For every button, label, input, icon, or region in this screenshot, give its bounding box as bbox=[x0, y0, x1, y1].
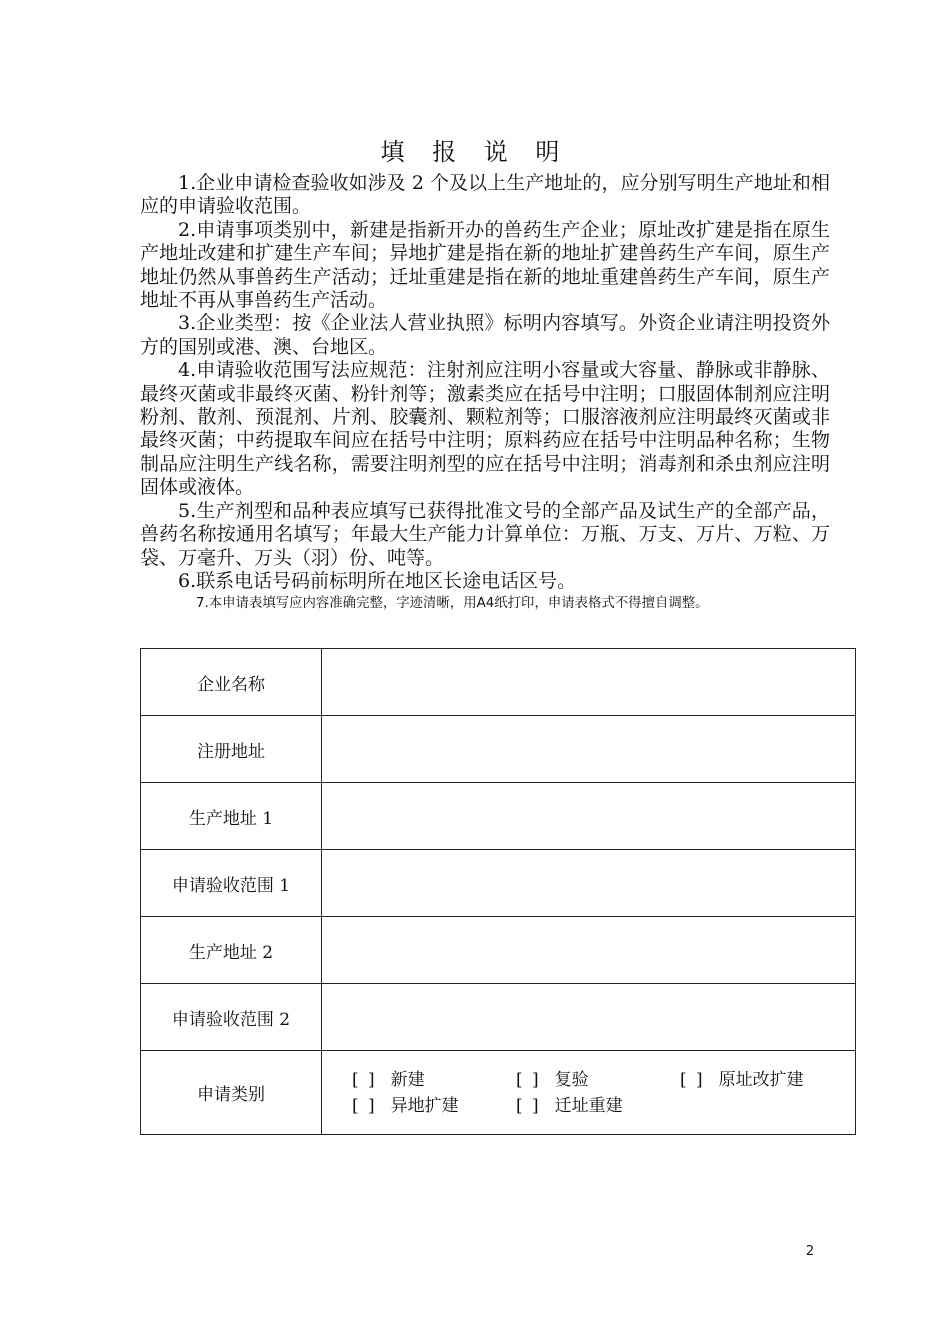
option-label: 新建 bbox=[390, 1069, 425, 1090]
option-new-build[interactable] bbox=[352, 1067, 516, 1093]
category-options bbox=[322, 1067, 855, 1119]
form-row-category bbox=[141, 1051, 856, 1135]
options-row-2 bbox=[352, 1093, 855, 1119]
instruction-3: 3.企业类型：按《企业法人营业执照》标明内容填写。外资企业请注明投资外方的国别或港、澳、台地区。 bbox=[140, 312, 830, 358]
instruction-5: 5.生产剂型和品种表应填写已获得批准文号的全部产品及试生产的全部产品，兽药名称按通用名填写；年最大生产能力计算单位：万瓶、万支、万片、万粒、万袋、万毫升、万头（羽）份、吨等。 bbox=[140, 499, 830, 569]
instruction-6: 6.联系电话号码前标明所在地区长途电话区号。 bbox=[178, 569, 577, 592]
option-offsite-expansion[interactable] bbox=[352, 1093, 516, 1119]
instruction-2: 2.申请事项类别中，新建是指新开办的兽药生产企业；原址改扩建是指在原生产地址改建和扩建生产车间；异地扩建是指在新的地址扩建兽药生产车间，原生产地址仍然从事兽药生产活动；迁址重建是指在新的地址重建兽药生产车间，原生产地址不再从事兽药生产活动。 bbox=[140, 218, 830, 312]
application-form-table bbox=[140, 648, 856, 1135]
form-row bbox=[141, 917, 856, 984]
option-relocation[interactable] bbox=[516, 1093, 680, 1119]
field-inspection-scope-2[interactable] bbox=[322, 984, 856, 1051]
category-options-cell bbox=[322, 1051, 856, 1135]
form-row bbox=[141, 984, 856, 1051]
label-production-address-2: 生产地址 2 bbox=[141, 917, 322, 984]
label-production-address-1: 生产地址 1 bbox=[141, 783, 322, 850]
form-row bbox=[141, 850, 856, 917]
form-row bbox=[141, 783, 856, 850]
field-company-name[interactable] bbox=[322, 649, 856, 716]
page-title: 填 报 说 明 bbox=[380, 138, 570, 166]
options-row-1 bbox=[352, 1067, 855, 1093]
label-company-name: 企业名称 bbox=[141, 649, 322, 716]
field-inspection-scope-1[interactable] bbox=[322, 850, 856, 917]
label-inspection-scope-2: 申请验收范围 2 bbox=[141, 984, 322, 1051]
checkbox[interactable]: [ ] bbox=[516, 1069, 541, 1090]
field-registered-address[interactable] bbox=[322, 716, 856, 783]
option-label: 异地扩建 bbox=[390, 1095, 459, 1116]
option-label: 复验 bbox=[554, 1069, 589, 1090]
field-production-address-1[interactable] bbox=[322, 783, 856, 850]
option-reinspection[interactable] bbox=[516, 1067, 680, 1093]
form-row bbox=[141, 649, 856, 716]
checkbox[interactable]: [ ] bbox=[352, 1069, 377, 1090]
instruction-7: 7.本申请表填写应内容准确完整，字迹清晰，用A4纸打印，申请表格式不得擅自调整。 bbox=[196, 596, 709, 612]
form-row bbox=[141, 716, 856, 783]
option-label: 原址改扩建 bbox=[718, 1069, 804, 1090]
instruction-4: 4.申请验收范围写法应规范：注射剂应注明小容量或大容量、静脉或非静脉、最终灭菌或非最终灭菌、粉针剂等；激素类应在括号中注明；口服固体制剂应注明粉剂、散剂、预混剂、片剂、胶囊剂、颗粒剂等；口服溶液剂应注明最终灭菌或非最终灭菌；中药提取车间应在括号中注明；原料药应在括号中注明品种名称；生物制品应注明生产线名称，需要注明剂型的应在括号中注明；消毒剂和杀虫剂应注明固体或液体。 bbox=[140, 359, 830, 499]
label-application-category: 申请类别 bbox=[141, 1051, 322, 1135]
instructions bbox=[140, 172, 830, 615]
label-registered-address: 注册地址 bbox=[141, 716, 322, 783]
option-onsite-expansion[interactable] bbox=[680, 1067, 844, 1093]
label-inspection-scope-1: 申请验收范围 1 bbox=[141, 850, 322, 917]
instruction-1: 1.企业申请检查验收如涉及 2 个及以上生产地址的，应分别写明生产地址和相应的申请验收范围。 bbox=[140, 172, 830, 218]
checkbox[interactable]: [ ] bbox=[680, 1069, 705, 1090]
checkbox[interactable]: [ ] bbox=[516, 1095, 541, 1116]
checkbox[interactable]: [ ] bbox=[352, 1095, 377, 1116]
option-label: 迁址重建 bbox=[554, 1095, 623, 1116]
field-production-address-2[interactable] bbox=[322, 917, 856, 984]
page-number: 2 bbox=[805, 1244, 815, 1259]
